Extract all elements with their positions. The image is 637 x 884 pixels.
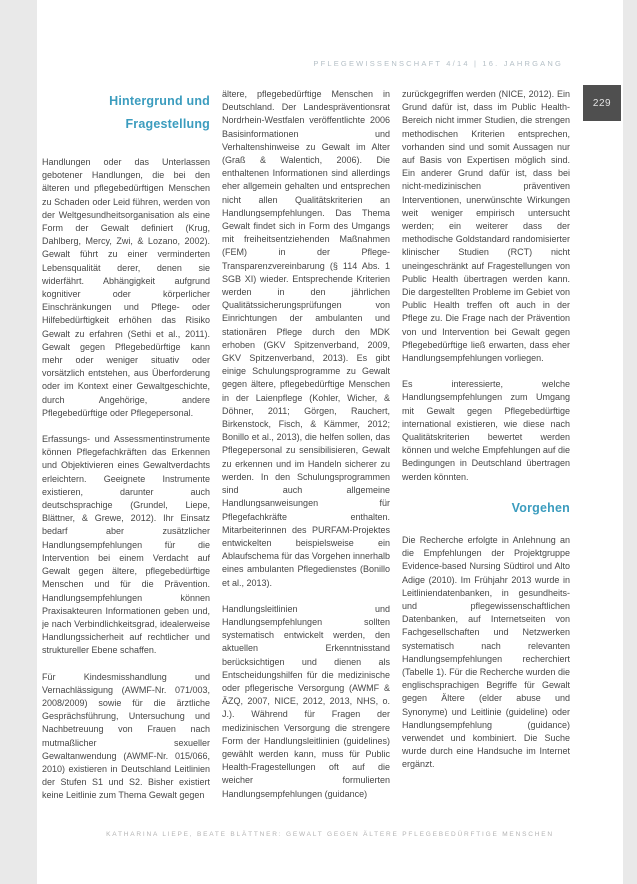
column-3 — [402, 88, 570, 852]
page-number: 229 — [592, 97, 612, 109]
body-paragraph: Erfassungs- und Assessmentinstrumente können Pflegefachkräften das Erkennen und Objektivieren eines Gewaltverdachts erleichtern. Geeignete Instrumente existieren, darunter auch deutschsprachige (Grundel, Liepe, Blättner, & Grewe, 2012). Ihr Einsatz bedarf aber zusätzlicher Handlungsempfehlungen für die Intervention bei einem Verdacht auf Gewalt gegen ältere, pflegebedürftige Menschen und für die Prävention. Handlungsempfehlungen können Praxisakteuren Informationen geben und, je nach Verbindlichkeitsgrad, idealerweise Handlungssicherheit auf rechtlicher und struktureller Ebene schaffen. — [42, 434, 210, 656]
footer-byline: KATHARINA LIEPE, BEATE BLÄTTNER: GEWALT GEGEN ÄLTERE PFLEGEBEDÜRFTIGE MENSCHEN — [106, 831, 554, 838]
body-paragraph: ältere, pflegebedürftige Menschen in Deutschland. Der Landespräventionsrat Nordrhein-Westfalen veröffentlichte 2006 Basisinformationen und Verhaltenshinweise zu Gewalt im Alter (Graß & Walentich, 2006). Die enthaltenen Informationen sind allerdings eher allgemein gehalten und entsprechen nicht allen Qualitätskriterien an Handlungsempfehlungen. Das Thema Gewalt findet sich in Form des Umgangs mit freiheitsentziehenden Maßnahmen (FEM) in der Pflege-Transparenzvereinbarung (§ 114 Abs. 1 SGB XI) wieder. Entsprechende Kriterien werden in den jährlichen Qualitätssicherungsprüfungen von Einrichtungen der ambulanten und stationären Pflege durch den MDK erhoben (GKV Spitzenverband, 2009, GKV Spitzenverband, 2013). Es gibt einige Schulungsprogramme zu Gewalt gegen ältere, pflegebedürftige Menschen in der Laienpflege (Kohler, Wicher, & Döhner, 2011; Görgen, Rauchert, Birkenstock, Fisch, & Kämmer, 2012; Bonillo et al., 2013), die helfen sollen, das Pflegepersonal zu sensibilisieren, Gewalt zu erkennen und im Handeln sicherer zu werden. In den Schulungsprogrammen sind auch allgemeine Handlungsanweisungen für Pflegefachkräfte enthalten. Mitarbeiterinnen des PURFAM-Projektes entwickelten beispielsweise ein Ablaufschema für das Vorgehen innerhalb eines ambulanten Pflegedienstes (Bonillo et al., 2013). — [222, 89, 390, 588]
section-heading-hintergrund: Hintergrund und Fragestellung — [109, 94, 210, 131]
body-paragraph: Es interessierte, welche Handlungsempfehlungen zum Umgang mit Gewalt gegen Pflegebedürftige international existieren, wie diese nach Qualitätskriterien bewertet werden können und welche Empfehlungen auf die Bedingungen in Deutschland übertragen werden könnten. — [402, 379, 570, 482]
column-1 — [42, 88, 210, 852]
column-2 — [222, 88, 390, 852]
page-number-badge — [583, 85, 621, 121]
section-heading-vorgehen: Vorgehen — [511, 500, 570, 515]
body-paragraph: Handlungen oder das Unterlassen gebotener Handlungen, die bei den älteren und pflegebedürftigen Menschen zu Schaden oder Leid führen, werden von der Weltgesundheitsorganisation als eine Form der Gewalt definiert (Krug, Dahlberg, Mercy, Zwi, & Lozano, 2002). Gewalt führt zu einer verminderten Lebensqualität derer, denen sie widerfährt. Abhängigkeit aufgrund kognitiver oder körperlicher Einschränkungen und Pflege- oder Hilfebedürftigkeit erhöhen das Risiko Gewalt zu erfahren (Sethi et al., 2011). Gewalt gegen Pflegebedürftige kann mehr oder weniger situativ oder vorsätzlich entstehen, aus Überforderung oder im Kontext einer Gewaltgeschichte, durch Angehörige, andere Pflegebedürftige oder Pflegepersonal. — [42, 157, 210, 418]
running-header: PFLEGEWISSENSCHAFT 4/14 | 16. JAHRGANG — [313, 59, 563, 68]
body-paragraph: Für Kindesmisshandlung und Vernachlässigung (AWMF-Nr. 071/003, 2008/2009) sowie für die ärztliche Gesprächsführung, Untersuchung und Nachbetreuung von Frauen nach mutmaßlicher sexueller Gewaltanwendung (AWMF-Nr. 015/066, 2010) existieren in Deutschland Leitlinien der Stufen S1 und S2. Bisher existiert keine Leitlinie zum Thema Gewalt gegen — [42, 671, 210, 801]
body-paragraph: Die Recherche erfolgte in Anlehnung an die Empfehlungen der Projektgruppe Evidence-based Nursing Südtirol und Alto Adige (2010). Im Frühjahr 2013 wurde in Leitliniendatenbanken, in gesundheits- und pflegewissenschaftlichen Datenbanken, auf Internetseiten von Fachgesellschaften und Netzwerken systematisch nach relevanten Handlungsempfehlungen recherchiert (Tabelle 1). Für die Recherche wurden die englischsprachigen Begriffe für Gewalt gegen Ältere (elder abuse und Synonyme) und Leitlinie (guideline) oder Handlungsempfehlung (guidance) verwendet und kombiniert. Die Suche wurde durch eine Handsuche im Internet ergänzt. — [402, 534, 570, 770]
body-paragraph: Handlungsleitlinien und Handlungsempfehlungen sollten systematisch entwickelt werden, den aktuellen Erkenntnisstand berücksichtigen und dienen als Entscheidungshilfen für die medizinische oder pflegerische Versorgung (AWMF & ÄZQ, 2007, NICE, 2012, 2013, NHS, o. J.). Während für Fragen der medizinischen Versorgung die strengere Form der Handlungsleitlinien (guidelines) gewählt werden kann, muss für Public Health-Fragestellungen oft auf die weicher formulierten Handlungsempfehlungen (guidance) — [222, 603, 390, 799]
body-paragraph: zurückgegriffen werden (NICE, 2012). Ein Grund dafür ist, dass im Public Health-Bereich nicht immer Studien, die strengen methodischen Kriterien entsprechen, vorhanden sind und somit Aussagen nur auf Basis von Expertisen möglich sind. Ein anderer Grund dafür ist, dass bei nicht-medizinischen präventiven Interventionen, unerwünschte Wirkungen weit weniger empirisch untersucht werden; ein weiterer dass der methodische Goldstandard randomisierter klinischer Studien (RCT) nicht uneingeschränkt auf Fragestellungen von Public Health übertragen werden kann. Die dargestellten Probleme im Gebiet von Public Health treffen oft auch in der Pflege zu. Die Frage nach der Prävention von und Intervention bei Gewalt gegen Pflegebedürftige ließ erwarten, dass eher Handlungsempfehlungen vorliegen. — [402, 89, 570, 364]
article-body — [42, 88, 570, 852]
